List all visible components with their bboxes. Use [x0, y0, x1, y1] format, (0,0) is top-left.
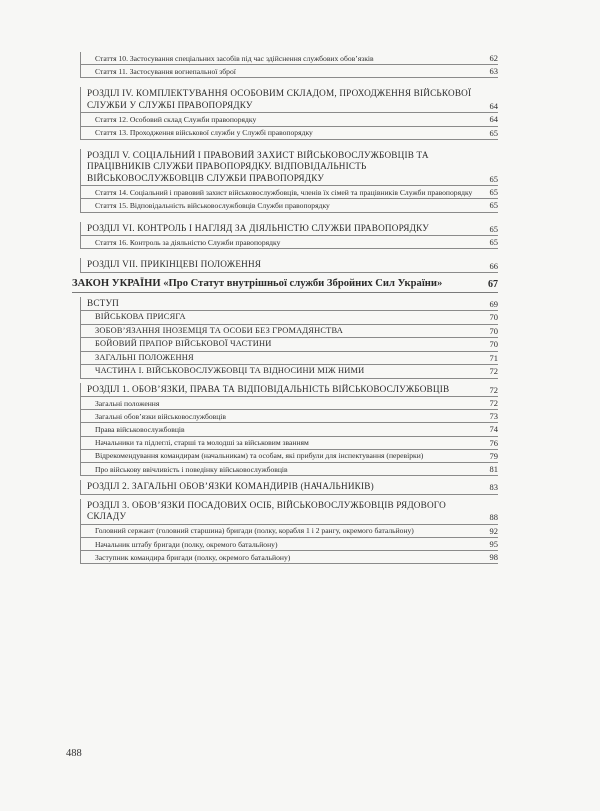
toc-entry-title: Відрекомендування командирам (начальникам) та особам, які прибули для інспектування (перевірки) — [95, 451, 424, 461]
toc-entry[interactable] — [80, 525, 498, 538]
toc-entry-page: 81 — [489, 463, 498, 474]
toc-entry-title: Начальники та підлеглі, старші та молодші за військовим званням — [95, 438, 309, 448]
toc-entry[interactable] — [80, 311, 498, 325]
toc-entry-title: Стаття 16. Контроль за діяльністю Служби правопорядку — [95, 237, 281, 247]
toc-section-entry[interactable] — [80, 87, 498, 113]
toc-entry-page: 66 — [489, 260, 498, 271]
toc-entry[interactable] — [80, 113, 498, 126]
toc-entry-page: 64 — [489, 101, 498, 112]
toc-entry-page: 64 — [489, 114, 498, 125]
toc-section-entry[interactable] — [80, 297, 498, 312]
toc-entry-title: ЗОБОВ’ЯЗАННЯ ІНОЗЕМЦЯ ТА ОСОБИ БЕЗ ГРОМАДЯНСТВА — [95, 325, 343, 335]
toc-entry-title: ЗАГАЛЬНІ ПОЛОЖЕННЯ — [95, 352, 194, 362]
toc-entry[interactable] — [80, 352, 498, 366]
toc-entry-title: Стаття 12. Особовий склад Служби правопорядку — [95, 115, 257, 125]
toc-entry-title: Загальні обов’язки військовослужбовців — [95, 411, 226, 421]
toc-entry-title: ВІЙСЬКОВА ПРИСЯГА — [95, 312, 186, 322]
toc-entry-title: Заступник командира бригади (полку, окремого батальйону) — [95, 552, 291, 562]
toc-entry-title: Стаття 13. Проходження військової служби у Службі правопорядку — [95, 128, 313, 138]
toc-section-entry[interactable] — [80, 222, 498, 237]
toc-section-entry[interactable] — [80, 149, 498, 187]
toc-entry-page: 83 — [489, 482, 498, 493]
toc-entry[interactable] — [80, 236, 498, 249]
toc-section-title: РОЗДІЛ VII. ПРИКІНЦЕВІ ПОЛОЖЕННЯ — [87, 259, 262, 270]
toc-entry-page: 70 — [489, 312, 498, 323]
toc-entry-page: 72 — [489, 366, 498, 377]
toc-entry[interactable] — [80, 551, 498, 564]
toc-entry[interactable] — [80, 397, 498, 410]
toc-entry-page: 65 — [489, 187, 498, 198]
toc-entry-page: 72 — [489, 384, 498, 395]
toc-entry-title: Стаття 10. Застосування спеціальних засобів під час здійснення службових обов’язків — [95, 53, 374, 63]
spacer — [80, 249, 498, 258]
table-of-contents — [72, 52, 498, 564]
toc-entry-page: 70 — [489, 339, 498, 350]
toc-entry-title: Начальник штабу бригади (полку, окремого батальйону) — [95, 539, 278, 549]
toc-entry-title: ЧАСТИНА І. ВІЙСЬКОВОСЛУЖБОВЦІ ТА ВІДНОСИНИ МІЖ НИМИ — [95, 366, 365, 376]
toc-entry-page: 74 — [489, 424, 498, 435]
toc-entry[interactable] — [80, 450, 498, 463]
toc-entry-page: 79 — [489, 450, 498, 461]
law-title: ЗАКОН УКРАЇНИ «Про Статут внутрішньої служби Збройних Сил України» — [72, 277, 443, 289]
toc-entry-page: 65 — [489, 223, 498, 234]
toc-entry-page: 62 — [489, 53, 498, 63]
page-number: 488 — [66, 748, 82, 759]
toc-section-title: РОЗДІЛ V. СОЦІАЛЬНИЙ І ПРАВОВИЙ ЗАХИСТ ВІЙСЬКОВОСЛУЖБОВЦІВ ТА ПРАЦІВНИКІВ СЛУЖБИ ПРАВОПОРЯДКУ. ВІДПОВІДАЛЬНІСТЬ ВІЙСЬКОВОСЛУЖБОВЦІВ СЛУЖБИ ПРАВОПОРЯДКУ — [87, 149, 429, 183]
toc-entry-page: 72 — [489, 398, 498, 409]
toc-section-entry[interactable] — [80, 480, 498, 495]
toc-entry-page: 98 — [489, 552, 498, 563]
toc-entry[interactable] — [80, 127, 498, 140]
toc-section-title: ВСТУП — [87, 297, 120, 308]
toc-entry-page: 63 — [489, 66, 498, 77]
toc-entry-page: 71 — [489, 352, 498, 363]
toc-law-heading[interactable] — [72, 277, 498, 293]
toc-entry-page: 67 — [488, 278, 498, 290]
toc-section-entry[interactable] — [80, 383, 498, 398]
toc-entry-page: 65 — [489, 174, 498, 185]
toc-entry-page: 88 — [489, 512, 498, 523]
toc-entry-title: Права військовослужбовців — [95, 425, 185, 435]
toc-section-title: РОЗДІЛ 2. ЗАГАЛЬНІ ОБОВ’ЯЗКИ КОМАНДИРІВ (НАЧАЛЬНИКІВ) — [87, 481, 374, 492]
toc-entry[interactable] — [80, 437, 498, 450]
toc-entry-title: Загальні положення — [95, 398, 160, 408]
toc-section-entry[interactable] — [80, 499, 498, 525]
toc-entry-page: 65 — [489, 200, 498, 211]
toc-entry-page: 76 — [489, 437, 498, 448]
toc-entry-page: 65 — [489, 127, 498, 138]
toc-entry-title: Стаття 11. Застосування вогнепальної зброї — [95, 66, 236, 76]
toc-entry-title: Стаття 15. Відповідальність військовослужбовців Служби правопорядку — [95, 201, 330, 211]
toc-entry[interactable] — [80, 52, 498, 65]
toc-section-title: РОЗДІЛ VI. КОНТРОЛЬ І НАГЛЯД ЗА ДІЯЛЬНІСТЮ СЛУЖБИ ПРАВОПОРЯДКУ — [87, 222, 429, 233]
toc-section-title: РОЗДІЛ 3. ОБОВ’ЯЗКИ ПОСАДОВИХ ОСІБ, ВІЙСЬКОВОСЛУЖБОВЦІВ РЯДОВОГО СКЛАДУ — [87, 499, 446, 522]
toc-entry[interactable] — [80, 186, 498, 199]
spacer — [80, 78, 498, 87]
toc-section-title: РОЗДІЛ 1. ОБОВ’ЯЗКИ, ПРАВА ТА ВІДПОВІДАЛЬНІСТЬ ВІЙСЬКОВОСЛУЖБОВЦІВ — [87, 383, 450, 394]
toc-entry[interactable] — [80, 463, 498, 476]
spacer — [80, 213, 498, 222]
toc-entry[interactable] — [80, 65, 498, 78]
toc-entry[interactable] — [80, 338, 498, 352]
toc-entry-page: 92 — [489, 525, 498, 536]
spacer — [80, 140, 498, 149]
toc-entry[interactable] — [80, 423, 498, 436]
toc-entry-title: БОЙОВИЙ ПРАПОР ВІЙСЬКОВОЇ ЧАСТИНИ — [95, 339, 272, 349]
toc-entry-title: Про військову ввічливість і поведінку військовослужбовців — [95, 464, 288, 474]
toc-entry[interactable] — [80, 538, 498, 551]
toc-entry-page: 69 — [489, 298, 498, 309]
toc-section-entry[interactable] — [80, 258, 498, 273]
toc-entry[interactable] — [80, 365, 498, 379]
toc-entry-page: 70 — [489, 325, 498, 336]
toc-entry-page: 65 — [489, 237, 498, 248]
toc-entry-page: 95 — [489, 538, 498, 549]
toc-entry-title: Головний сержант (головний старшина) бригади (полку, корабля 1 і 2 рангу, окремого батальйону) — [95, 526, 414, 536]
toc-entry[interactable] — [80, 410, 498, 423]
toc-entry[interactable] — [80, 325, 498, 339]
toc-entry-page: 73 — [489, 411, 498, 422]
toc-entry-title: Стаття 14. Соціальний і правовий захист військовослужбовців, членів їх сімей та працівників Служби правопорядку — [95, 187, 473, 197]
toc-entry[interactable] — [80, 199, 498, 212]
toc-section-title: РОЗДІЛ IV. КОМПЛЕКТУВАННЯ ОСОБОВИМ СКЛАДОМ, ПРОХОДЖЕННЯ ВІЙСЬКОВОЇ СЛУЖБИ У СЛУЖБІ ПРАВОПОРЯДКУ — [87, 88, 472, 110]
